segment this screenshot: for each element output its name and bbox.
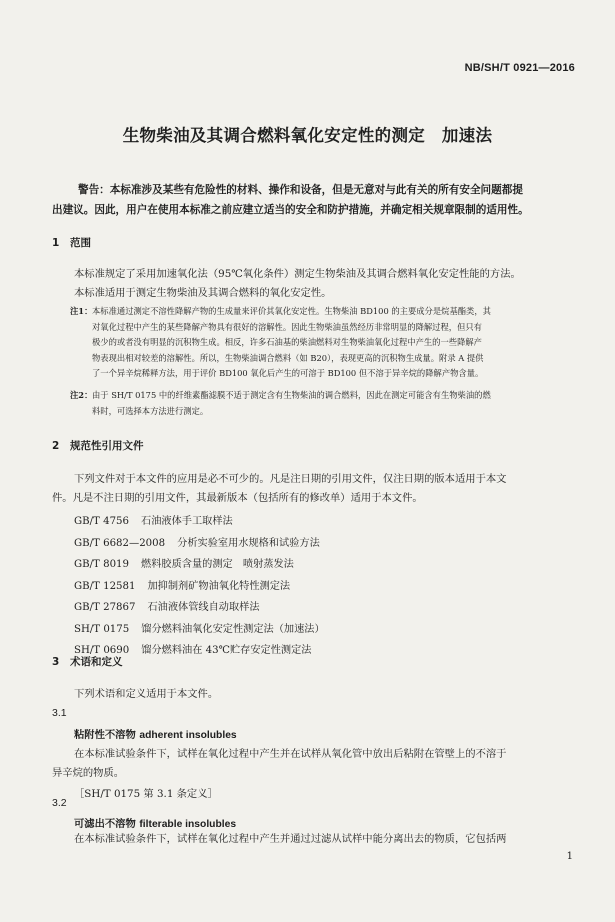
reference-item xyxy=(74,597,325,619)
reference-item xyxy=(74,576,325,598)
section-3-heading xyxy=(52,654,123,669)
paragraph-line: 下列文件对于本文件的应用是必不可少的。凡是注日期的引用文件，仅注日期的版本适用于本文 xyxy=(74,473,507,485)
page-number: 1 xyxy=(566,851,573,862)
note-label: 注2： xyxy=(70,390,93,400)
reference-code: GB/T 12581 xyxy=(74,580,136,592)
note-line: 物表现出相对较差的溶解性。所以，生物柴油调合燃料（如 B20），表现更高的沉积物生成量。附录 A 提供 xyxy=(92,352,484,363)
reference-title: 分析实验室用水规格和试验方法 xyxy=(177,537,320,549)
reference-title: 馏分燃料油在 43℃贮存安定性测定法 xyxy=(141,645,312,656)
reference-item xyxy=(74,554,325,576)
term-title-en: filterable insolubles xyxy=(139,819,237,830)
reference-code: SH/T 0175 xyxy=(74,623,130,635)
reference-code: GB/T 8019 xyxy=(74,559,130,570)
note-line: 了一个异辛烷稀释方法，用于评价 BD100 氧化后产生的可溶于 BD100 但不溶于异辛烷的降解产物含量。 xyxy=(92,368,484,378)
term-title xyxy=(74,726,237,741)
note-2 xyxy=(70,388,578,419)
definition-line: 在本标准试验条件下，试样在氧化过程中产生并在试样从氧化管中放出后粘附在管壁上的不溶于 xyxy=(74,748,507,760)
section-1-heading xyxy=(52,235,91,250)
term-number: 3.2 xyxy=(52,797,67,809)
definition-line: 异辛烷的物质。 xyxy=(52,767,125,779)
reference-item xyxy=(74,619,325,641)
section-2-intro xyxy=(52,470,580,508)
reference-code: SH/T 0690 xyxy=(74,645,130,656)
reference-title: 馏分燃料油氧化安定性测定法（加速法） xyxy=(141,623,325,635)
section-3-intro xyxy=(52,685,580,704)
term-definition xyxy=(52,745,580,804)
term-title-cn: 粘附性不溶物 xyxy=(74,729,136,741)
paragraph: 本标准规定了采用加速氧化法（95℃氧化条件）测定生物柴油及其调合燃料氧化安定性能的方法。 xyxy=(74,268,521,280)
section-title: 规范性引用文件 xyxy=(70,440,144,452)
note-line: 对氧化过程中产生的某些降解产物具有很好的溶解性。因此生物柴油虽然经历非常明显的降解过程，但只有 xyxy=(92,321,482,332)
warning-line-1: 警告：本标准涉及某些有危险性的材料、操作和设备，但是无意对与此有关的所有安全问题都提 xyxy=(78,184,523,196)
note-line: 本标准通过测定不溶性降解产物的生成量来评价其氧化安定性。生物柴油 BD100 的主要成分是烷基酯类，其 xyxy=(92,306,491,316)
note-line: 极少的或者没有明显的沉积物生成。相反，许多石油基的柴油燃料对生物柴油氧化过程中产生的一些降解产 xyxy=(92,337,482,347)
section-2-heading xyxy=(52,438,144,453)
definition-source: ［SH/T 0175 第 3.1 条定义］ xyxy=(74,788,218,800)
reference-title: 石油液体管线自动取样法 xyxy=(147,602,260,613)
note-line: 料时，可选择本方法进行测定。 xyxy=(92,405,209,416)
reference-item xyxy=(74,511,325,533)
reference-code: GB/T 4756 xyxy=(74,516,130,527)
paragraph: 本标准适用于测定生物柴油及其调合燃料的氧化安定性。 xyxy=(74,287,332,299)
reference-title: 燃料胶质含量的测定 喷射蒸发法 xyxy=(141,559,294,570)
section-number: 1 xyxy=(52,237,60,249)
term-title-cn: 可滤出不溶物 xyxy=(74,818,136,830)
paragraph: 下列术语和定义适用于本文件。 xyxy=(74,688,219,700)
reference-title: 加抑制剂矿物油氧化特性测定法 xyxy=(147,580,291,592)
definition-line: 在本标准试验条件下，试样在氧化过程中产生并通过过滤从试样中能分离出去的物质，它包括两 xyxy=(74,833,507,845)
term-definition xyxy=(52,830,580,849)
term-number: 3.1 xyxy=(52,707,67,719)
document-title: 生物柴油及其调合燃料氧化安定性的测定 加速法 xyxy=(122,126,493,145)
paragraph-line: 件。凡是不注日期的引用文件，其最新版本（包括所有的修改单）适用于本文件。 xyxy=(52,492,423,504)
reference-code: GB/T 6682—2008 xyxy=(74,537,166,549)
reference-list xyxy=(74,511,325,662)
section-1-body xyxy=(52,265,580,303)
warning-line-2: 出建议。因此，用户在使用本标准之前应建立适当的安全和防护措施，并确定相关规章限制的适用性。 xyxy=(52,204,529,216)
term-title-en: adherent insolubles xyxy=(139,730,237,741)
reference-code: GB/T 27867 xyxy=(74,602,136,613)
term-title xyxy=(74,815,236,830)
warning-paragraph xyxy=(52,180,577,220)
note-label: 注1： xyxy=(70,306,93,316)
section-number: 2 xyxy=(52,440,60,452)
note-1 xyxy=(70,304,578,382)
reference-title: 石油液体手工取样法 xyxy=(141,516,233,527)
section-title: 术语和定义 xyxy=(70,656,123,668)
standard-number: NB/SH/T 0921—2016 xyxy=(464,62,575,74)
note-line: 由于 SH/T 0175 中的纤维素酯滤膜不适于测定含有生物柴油的调合燃料，因此在测定可能含有生物柴油的燃 xyxy=(92,390,491,400)
reference-item xyxy=(74,533,325,555)
section-number: 3 xyxy=(52,656,60,668)
section-title: 范围 xyxy=(70,237,91,249)
